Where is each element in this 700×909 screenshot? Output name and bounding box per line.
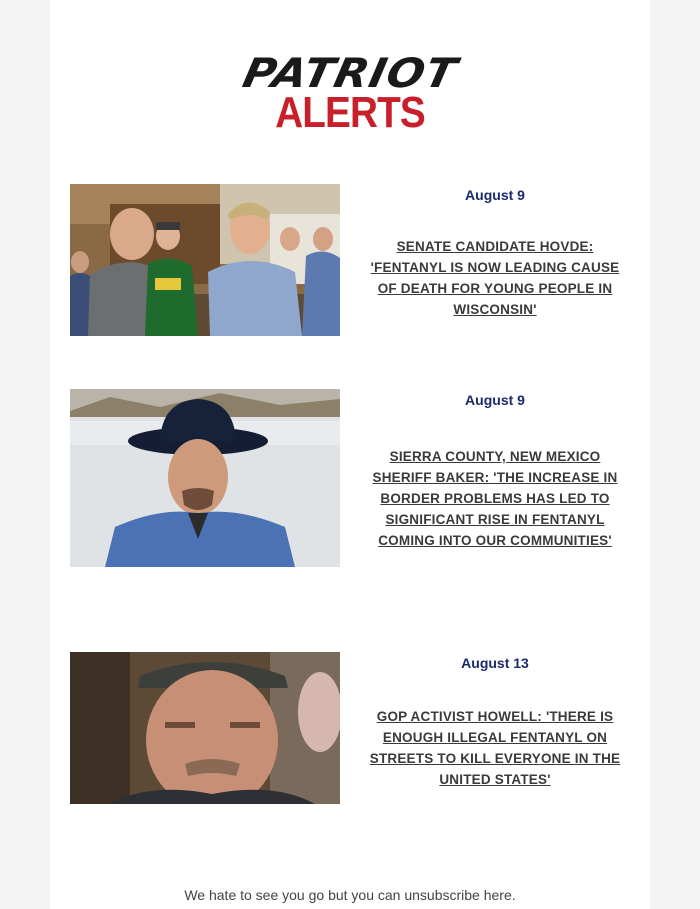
article-item (70, 184, 630, 336)
photo-sheriff (70, 389, 340, 567)
article-meta (360, 389, 630, 551)
article-headline-link[interactable]: GOP ACTIVIST HOWELL: 'THERE IS ENOUGH ILLEGAL FENTANYL ON STREETS TO KILL EVERYONE IN THE UNITED STATES' (369, 709, 621, 787)
article-date: August 9 (465, 187, 525, 203)
email-body (50, 0, 650, 909)
unsubscribe-text[interactable]: We hate to see you go but you can unsubscribe here. (184, 887, 516, 903)
article-date: August 13 (461, 655, 529, 671)
photo-activist (70, 652, 340, 804)
article-headline-link[interactable]: SIERRA COUNTY, NEW MEXICO SHERIFF BAKER: 'THE INCREASE IN BORDER PROBLEMS HAS LED TO SIGNIFICANT RISE IN FENTANYL COMING INTO OUR COMMUNITIES' (372, 449, 618, 548)
logo-line-patriot: PATRIOT (238, 50, 462, 97)
article-meta (360, 652, 630, 790)
logo-line-alerts: ALERTS (275, 88, 425, 137)
article-headline-link[interactable]: SENATE CANDIDATE HOVDE: 'FENTANYL IS NOW LEADING CAUSE OF DEATH FOR YOUNG PEOPLE IN WISCONSIN' (370, 239, 620, 317)
article-item (70, 389, 630, 567)
article-image[interactable] (70, 184, 340, 336)
article-image[interactable] (70, 389, 340, 567)
patriot-alerts-logo[interactable] (190, 52, 510, 138)
article-item (70, 652, 630, 804)
article-image[interactable] (70, 652, 340, 804)
article-meta (360, 184, 630, 320)
article-date: August 9 (465, 392, 525, 408)
photo-senate-candidate (70, 184, 340, 336)
